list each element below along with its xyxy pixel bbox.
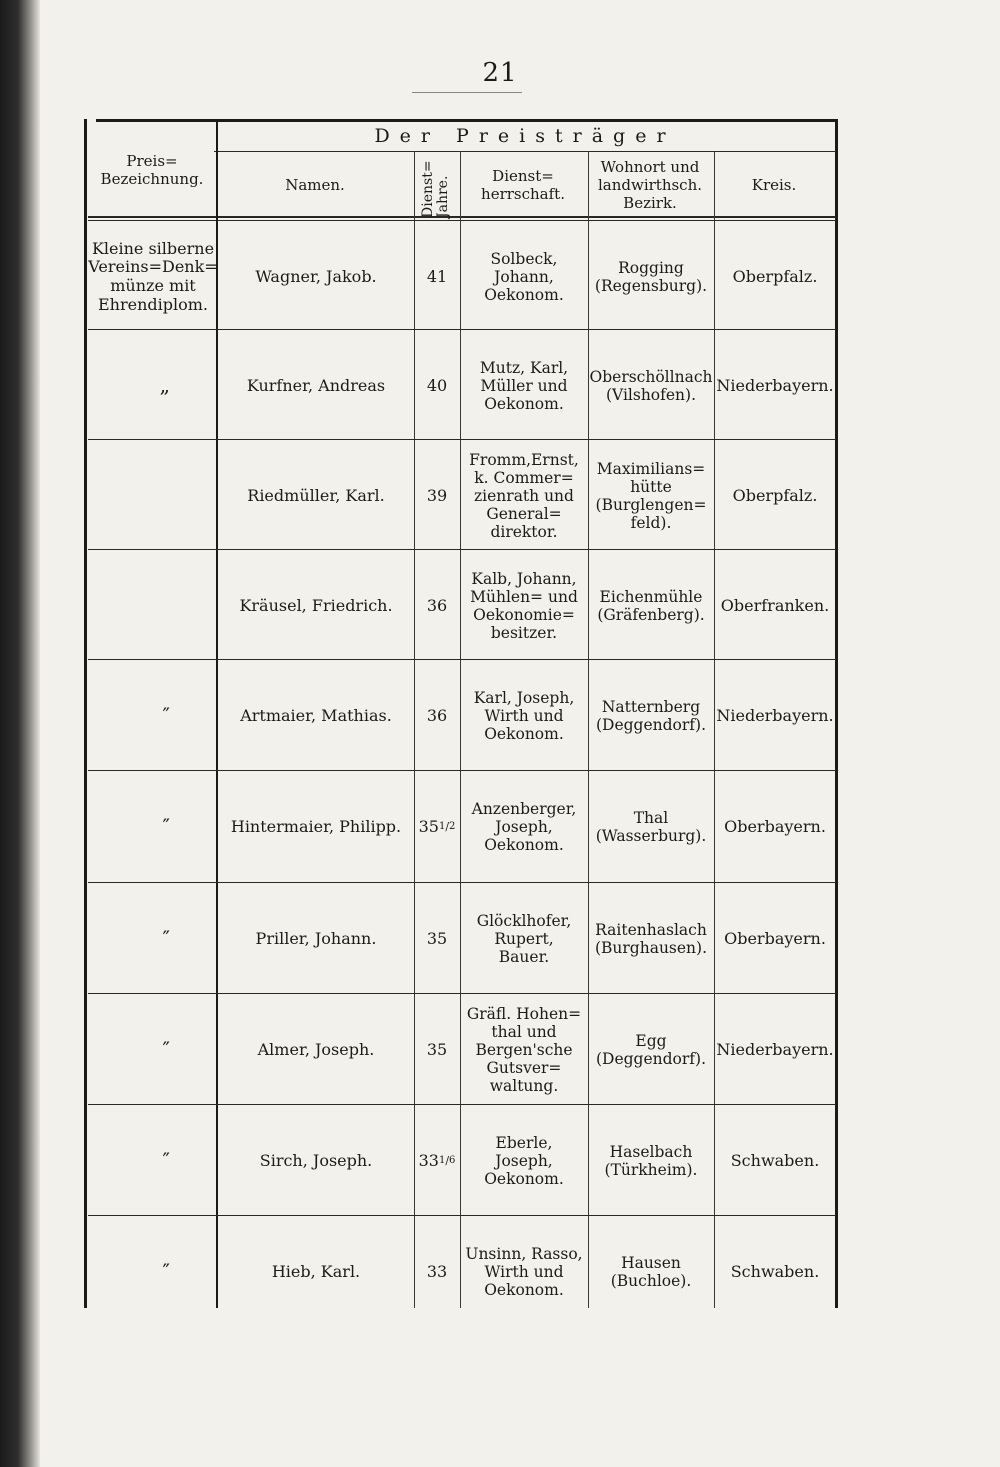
cell-years: 33 — [426, 1261, 448, 1281]
cell-name: Wagner, Jakob. — [255, 266, 377, 286]
cell-residence: Thal (Wasserburg). — [595, 808, 707, 845]
page-number-rule — [412, 92, 522, 93]
cell-years: 39 — [426, 485, 448, 505]
cell-residence: Hausen (Buchloe). — [610, 1253, 692, 1290]
cell-award: ″ — [162, 926, 170, 951]
cell-residence: Egg (Deggendorf). — [595, 1031, 707, 1068]
header-name: Namen. — [285, 176, 345, 194]
cell-years: 35 — [426, 928, 448, 948]
cell-district: Niederbayern. — [716, 1039, 834, 1059]
cell-employer: Unsinn, Rasso, Wirth und Oekonom. — [465, 1244, 583, 1300]
cell-years: 40 — [426, 375, 448, 395]
cell-name: Artmaier, Mathias. — [240, 705, 392, 725]
cell-name: Kräusel, Friedrich. — [239, 595, 393, 615]
header-double-rule — [88, 220, 836, 221]
header-years: Dienst= Jahre. — [420, 160, 451, 218]
cell-district: Schwaben. — [730, 1150, 820, 1170]
cell-years: 41 — [426, 266, 448, 286]
cell-name: Riedmüller, Karl. — [247, 485, 385, 505]
cell-name: Almer, Joseph. — [257, 1039, 375, 1059]
book-binding-edge — [0, 0, 40, 1467]
table-left-border — [84, 119, 87, 1308]
years-whole: 33 — [418, 1150, 439, 1170]
row-divider — [88, 770, 836, 771]
years-fraction-slash: / — [445, 1153, 450, 1167]
cell-residence: Rogging (Regensburg). — [594, 258, 708, 295]
cell-employer: Glöcklhofer, Rupert, Bauer. — [476, 911, 572, 967]
years-fraction-denominator: 6 — [449, 1155, 456, 1167]
cell-name: Priller, Johann. — [255, 928, 377, 948]
cell-years — [414, 774, 460, 880]
cell-award: ″ — [162, 703, 170, 728]
cell-name: Hintermaier, Philipp. — [230, 816, 402, 836]
cell-residence: Raitenhaslach (Burghausen). — [594, 920, 708, 957]
page-number: 21 — [482, 58, 518, 88]
cell-district: Niederbayern. — [716, 375, 834, 395]
cell-district: Oberbayern. — [724, 928, 826, 948]
cell-employer: Gräfl. Hohen= thal und Bergen'sche Gutsver= waltung. — [466, 1004, 582, 1096]
group-title: Der Preisträger — [374, 125, 676, 147]
cell-residence: Natternberg (Deggendorf). — [595, 697, 707, 734]
cell-residence: Maximilians= hütte (Burglengen= feld). — [595, 459, 707, 533]
cell-district: Schwaben. — [730, 1261, 820, 1281]
cell-district: Niederbayern. — [716, 705, 834, 725]
cell-employer: Eberle, Joseph, Oekonom. — [484, 1133, 564, 1189]
row-divider — [88, 439, 836, 440]
row-divider — [88, 1104, 836, 1105]
cell-residence: Eichenmühle (Gräfenberg). — [597, 587, 705, 624]
header-award: Preis= Bezeichnung. — [100, 152, 204, 188]
cell-years: 35 — [426, 1039, 448, 1059]
years-whole: 35 — [418, 816, 439, 836]
header-residence: Wohnort und landwirthsch. Bezirk. — [597, 158, 703, 212]
cell-award: ″ — [162, 1148, 170, 1173]
cell-award: ″ — [162, 1037, 170, 1062]
cell-name: Sirch, Joseph. — [259, 1150, 373, 1170]
row-divider — [88, 1215, 836, 1216]
cell-years — [414, 1108, 460, 1214]
cell-employer: Fromm,Ernst, k. Commer= zienrath und General= direktor. — [469, 450, 579, 542]
cell-award — [88, 443, 218, 549]
cell-district: Oberpfalz. — [732, 266, 818, 286]
header-district: Kreis. — [751, 176, 797, 194]
row-divider — [88, 882, 836, 883]
cell-employer: Kalb, Johann, Mühlen= und Oekonomie= besitzer. — [470, 569, 578, 643]
row-divider — [88, 993, 836, 994]
cell-residence: Oberschöllnach (Vilshofen). — [589, 367, 713, 404]
cell-district: Oberfranken. — [720, 595, 830, 615]
row-divider — [88, 549, 836, 550]
cell-award: Kleine silberne Vereins=Denk= münze mit Ehrendiplom. — [88, 238, 218, 314]
cell-award: ″ — [162, 814, 170, 839]
cell-name: Kurfner, Andreas — [246, 375, 386, 395]
header-employer: Dienst= herrschaft. — [481, 167, 565, 203]
cell-residence: Haselbach (Türkheim). — [604, 1142, 698, 1179]
cell-award: ″ — [162, 1259, 170, 1284]
cell-employer: Solbeck, Johann, Oekonom. — [484, 249, 564, 305]
cell-employer: Anzenberger, Joseph, Oekonom. — [471, 799, 577, 855]
years-fraction-slash: / — [445, 819, 450, 833]
cell-employer: Karl, Joseph, Wirth und Oekonom. — [473, 688, 575, 744]
cell-award — [88, 553, 218, 659]
years-fraction-denominator: 2 — [449, 821, 456, 833]
cell-award: „ — [159, 373, 170, 398]
cell-district: Oberpfalz. — [732, 485, 818, 505]
cell-name: Hieb, Karl. — [271, 1261, 361, 1281]
cell-district: Oberbayern. — [724, 816, 826, 836]
years-fraction-numerator: 1 — [438, 1155, 446, 1167]
years-fraction-numerator: 1 — [438, 821, 446, 833]
row-divider — [88, 659, 836, 660]
cell-years: 36 — [426, 595, 448, 615]
cell-employer: Mutz, Karl, Müller und Oekonom. — [479, 358, 569, 414]
cell-years: 36 — [426, 705, 448, 725]
